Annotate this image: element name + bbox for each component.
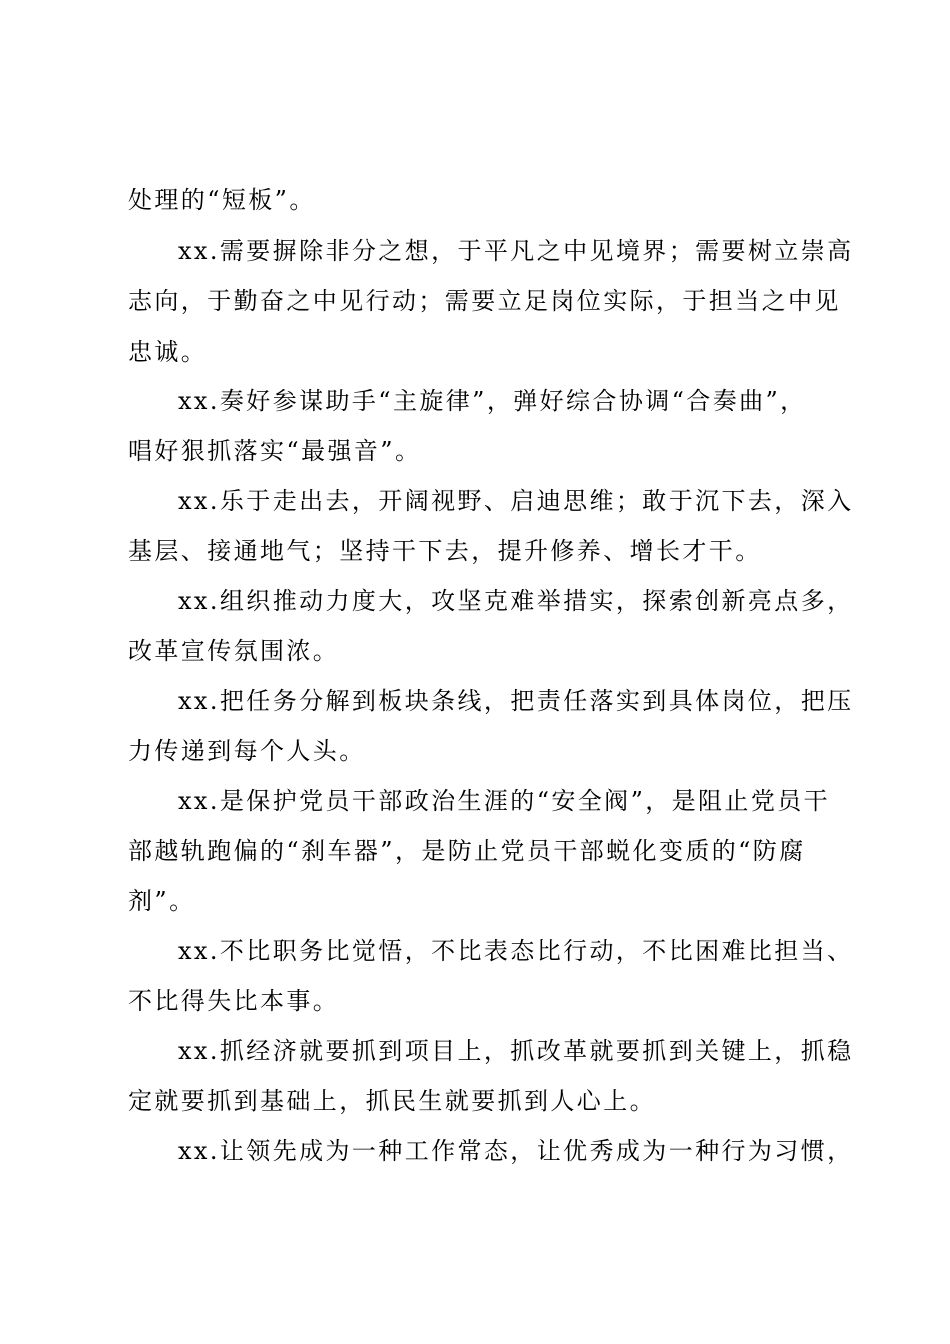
text-line: 基层、接通地气；坚持干下去，提升修养、增长才干。 [128, 537, 762, 565]
text-line: 不比得失比本事。 [128, 987, 340, 1015]
text-line: 力传递到每个人头。 [128, 737, 366, 765]
text-line: 剂”。 [128, 887, 196, 915]
text-line: xx.需要摒除非分之想，于平凡之中见境界；需要树立崇高 [178, 237, 854, 265]
text-line: 处理的“短板”。 [128, 186, 316, 214]
text-line: 忠诚。 [128, 338, 208, 366]
text-line: xx.组织推动力度大，攻坚克难举措实，探索创新亮点多， [178, 587, 854, 615]
text-line: xx.奏好参谋助手“主旋律”，弹好综合协调“合奏曲”， [178, 387, 807, 415]
text-line: 改革宣传氛围浓。 [128, 637, 340, 665]
text-line: 唱好狠抓落实“最强音”。 [128, 437, 422, 465]
text-line: 部越轨跑偏的“刹车器”，是防止党员干部蜕化变质的“防腐 [128, 837, 806, 865]
text-line: xx.把任务分解到板块条线，把责任落实到具体岗位，把压 [178, 687, 854, 715]
text-line: 定就要抓到基础上，抓民生就要抓到人心上。 [128, 1087, 656, 1115]
text-line: 志向，于勤奋之中见行动；需要立足岗位实际，于担当之中见 [128, 287, 841, 315]
text-line: xx.是保护党员干部政治生涯的“安全阀”，是阻止党员干 [178, 787, 831, 815]
text-line: xx.抓经济就要抓到项目上，抓改革就要抓到关键上，抓稳 [178, 1037, 854, 1065]
text-line: xx.不比职务比觉悟，不比表态比行动，不比困难比担当、 [178, 937, 854, 965]
text-line: xx.乐于走出去，开阔视野、启迪思维；敢于沉下去，深入 [178, 487, 854, 515]
text-line: xx.让领先成为一种工作常态，让优秀成为一种行为习惯， [178, 1137, 854, 1165]
